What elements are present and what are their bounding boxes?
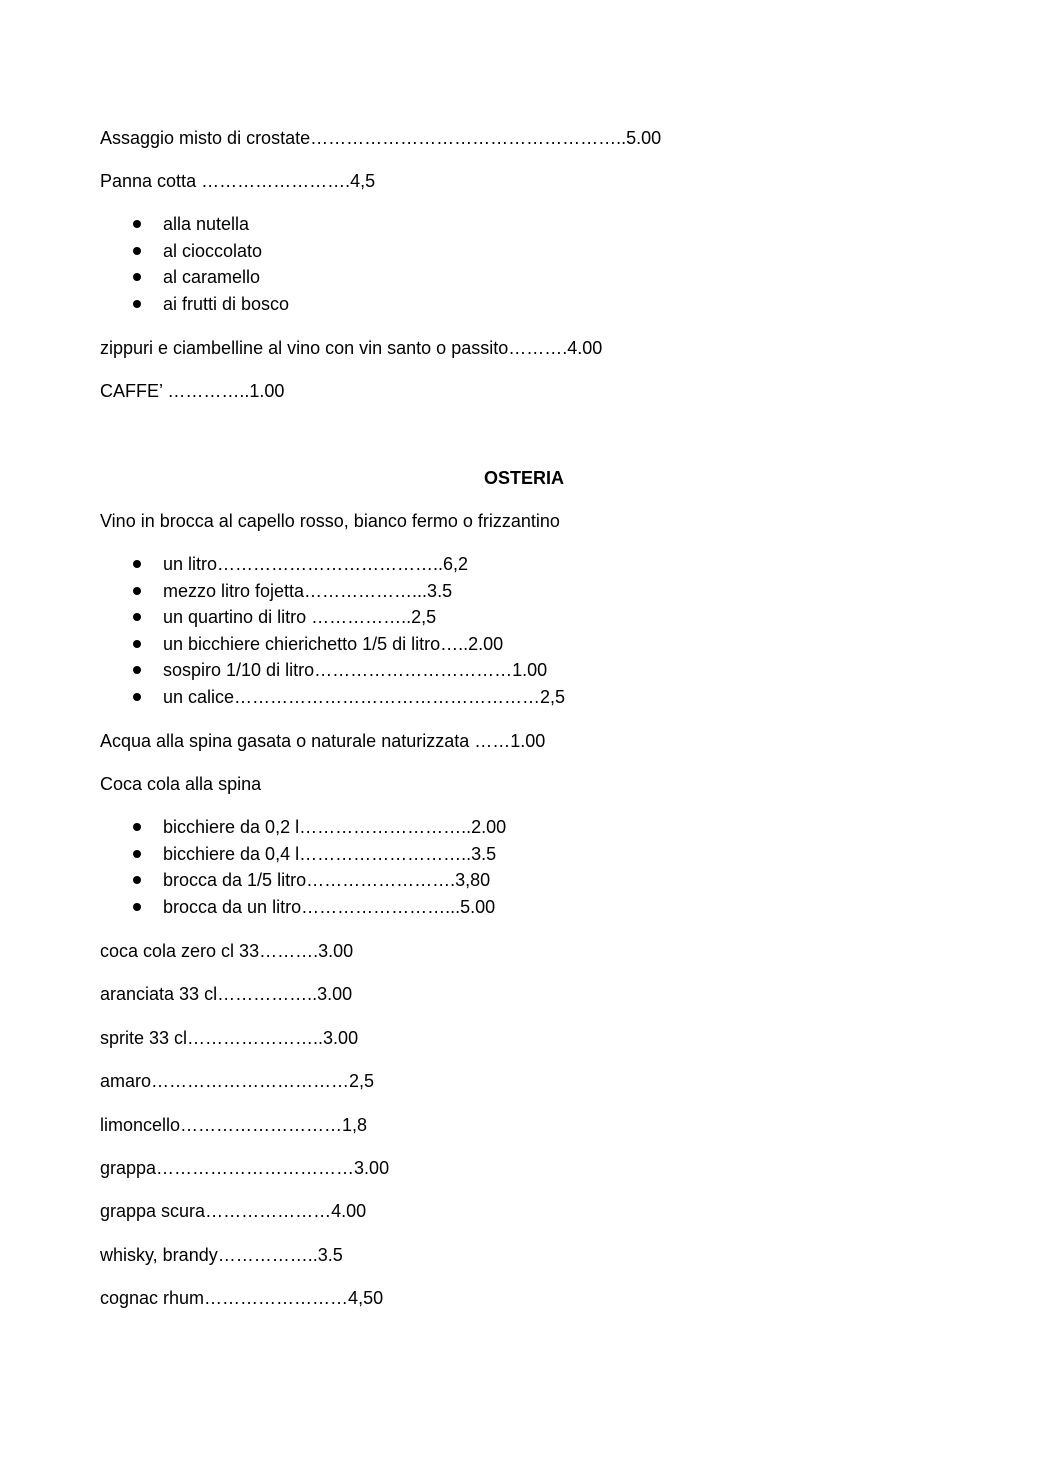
list-item: brocca da 1/5 litro…………………….3,80 (100, 867, 506, 894)
list-item: un quartino di litro ……………..2,5 (100, 604, 565, 631)
drink-item: limoncello………………………1,8 (100, 1115, 368, 1135)
drink-item: grappa scura…………………4.00 (100, 1201, 367, 1221)
panna-cotta-item: Panna cotta …………………….4,5 (100, 171, 376, 191)
list-item: un calice……………………………………………2,5 (100, 684, 565, 711)
drink-item: grappa……………………………3.00 (100, 1158, 390, 1178)
drink-item: cognac rhum……………………4,50 (100, 1288, 384, 1308)
panna-cotta-options-list (100, 211, 289, 317)
drink-item: whisky, brandy……………..3.5 (100, 1245, 343, 1265)
acqua-item: Acqua alla spina gasata o naturale naturizzata ……1.00 (100, 731, 546, 751)
list-item: bicchiere da 0,2 l………………………..2.00 (100, 814, 506, 841)
osteria-heading: OSTERIA (483, 468, 564, 488)
list-item: un litro………………………………..6,2 (100, 551, 565, 578)
vino-options-list (100, 551, 565, 710)
list-item: mezzo litro fojetta………………...3.5 (100, 578, 565, 605)
coca-options-list (100, 814, 506, 920)
list-item: sospiro 1/10 di litro……………………………1.00 (100, 657, 565, 684)
vino-intro: Vino in brocca al capello rosso, bianco fermo o frizzantino (100, 511, 560, 531)
list-item: bicchiere da 0,4 l………………………..3.5 (100, 841, 506, 868)
list-item: brocca da un litro……………………...5.00 (100, 894, 506, 921)
drink-item: amaro……………………………2,5 (100, 1071, 375, 1091)
zippuri-item: zippuri e ciambelline al vino con vin santo o passito……….4.00 (100, 338, 603, 358)
crostate-item: Assaggio misto di crostate……………………………………………..5.00 (100, 128, 662, 148)
list-item: al cioccolato (100, 238, 289, 265)
caffe-item: CAFFE’ …………..1.00 (100, 381, 285, 401)
list-item: alla nutella (100, 211, 289, 238)
drink-item: coca cola zero cl 33……….3.00 (100, 941, 354, 961)
drink-item: sprite 33 cl…………………..3.00 (100, 1028, 359, 1048)
list-item: ai frutti di bosco (100, 291, 289, 318)
list-item: al caramello (100, 264, 289, 291)
list-item: un bicchiere chierichetto 1/5 di litro…..2.00 (100, 631, 565, 658)
drink-item: aranciata 33 cl……………..3.00 (100, 984, 353, 1004)
coca-intro: Coca cola alla spina (100, 774, 262, 794)
